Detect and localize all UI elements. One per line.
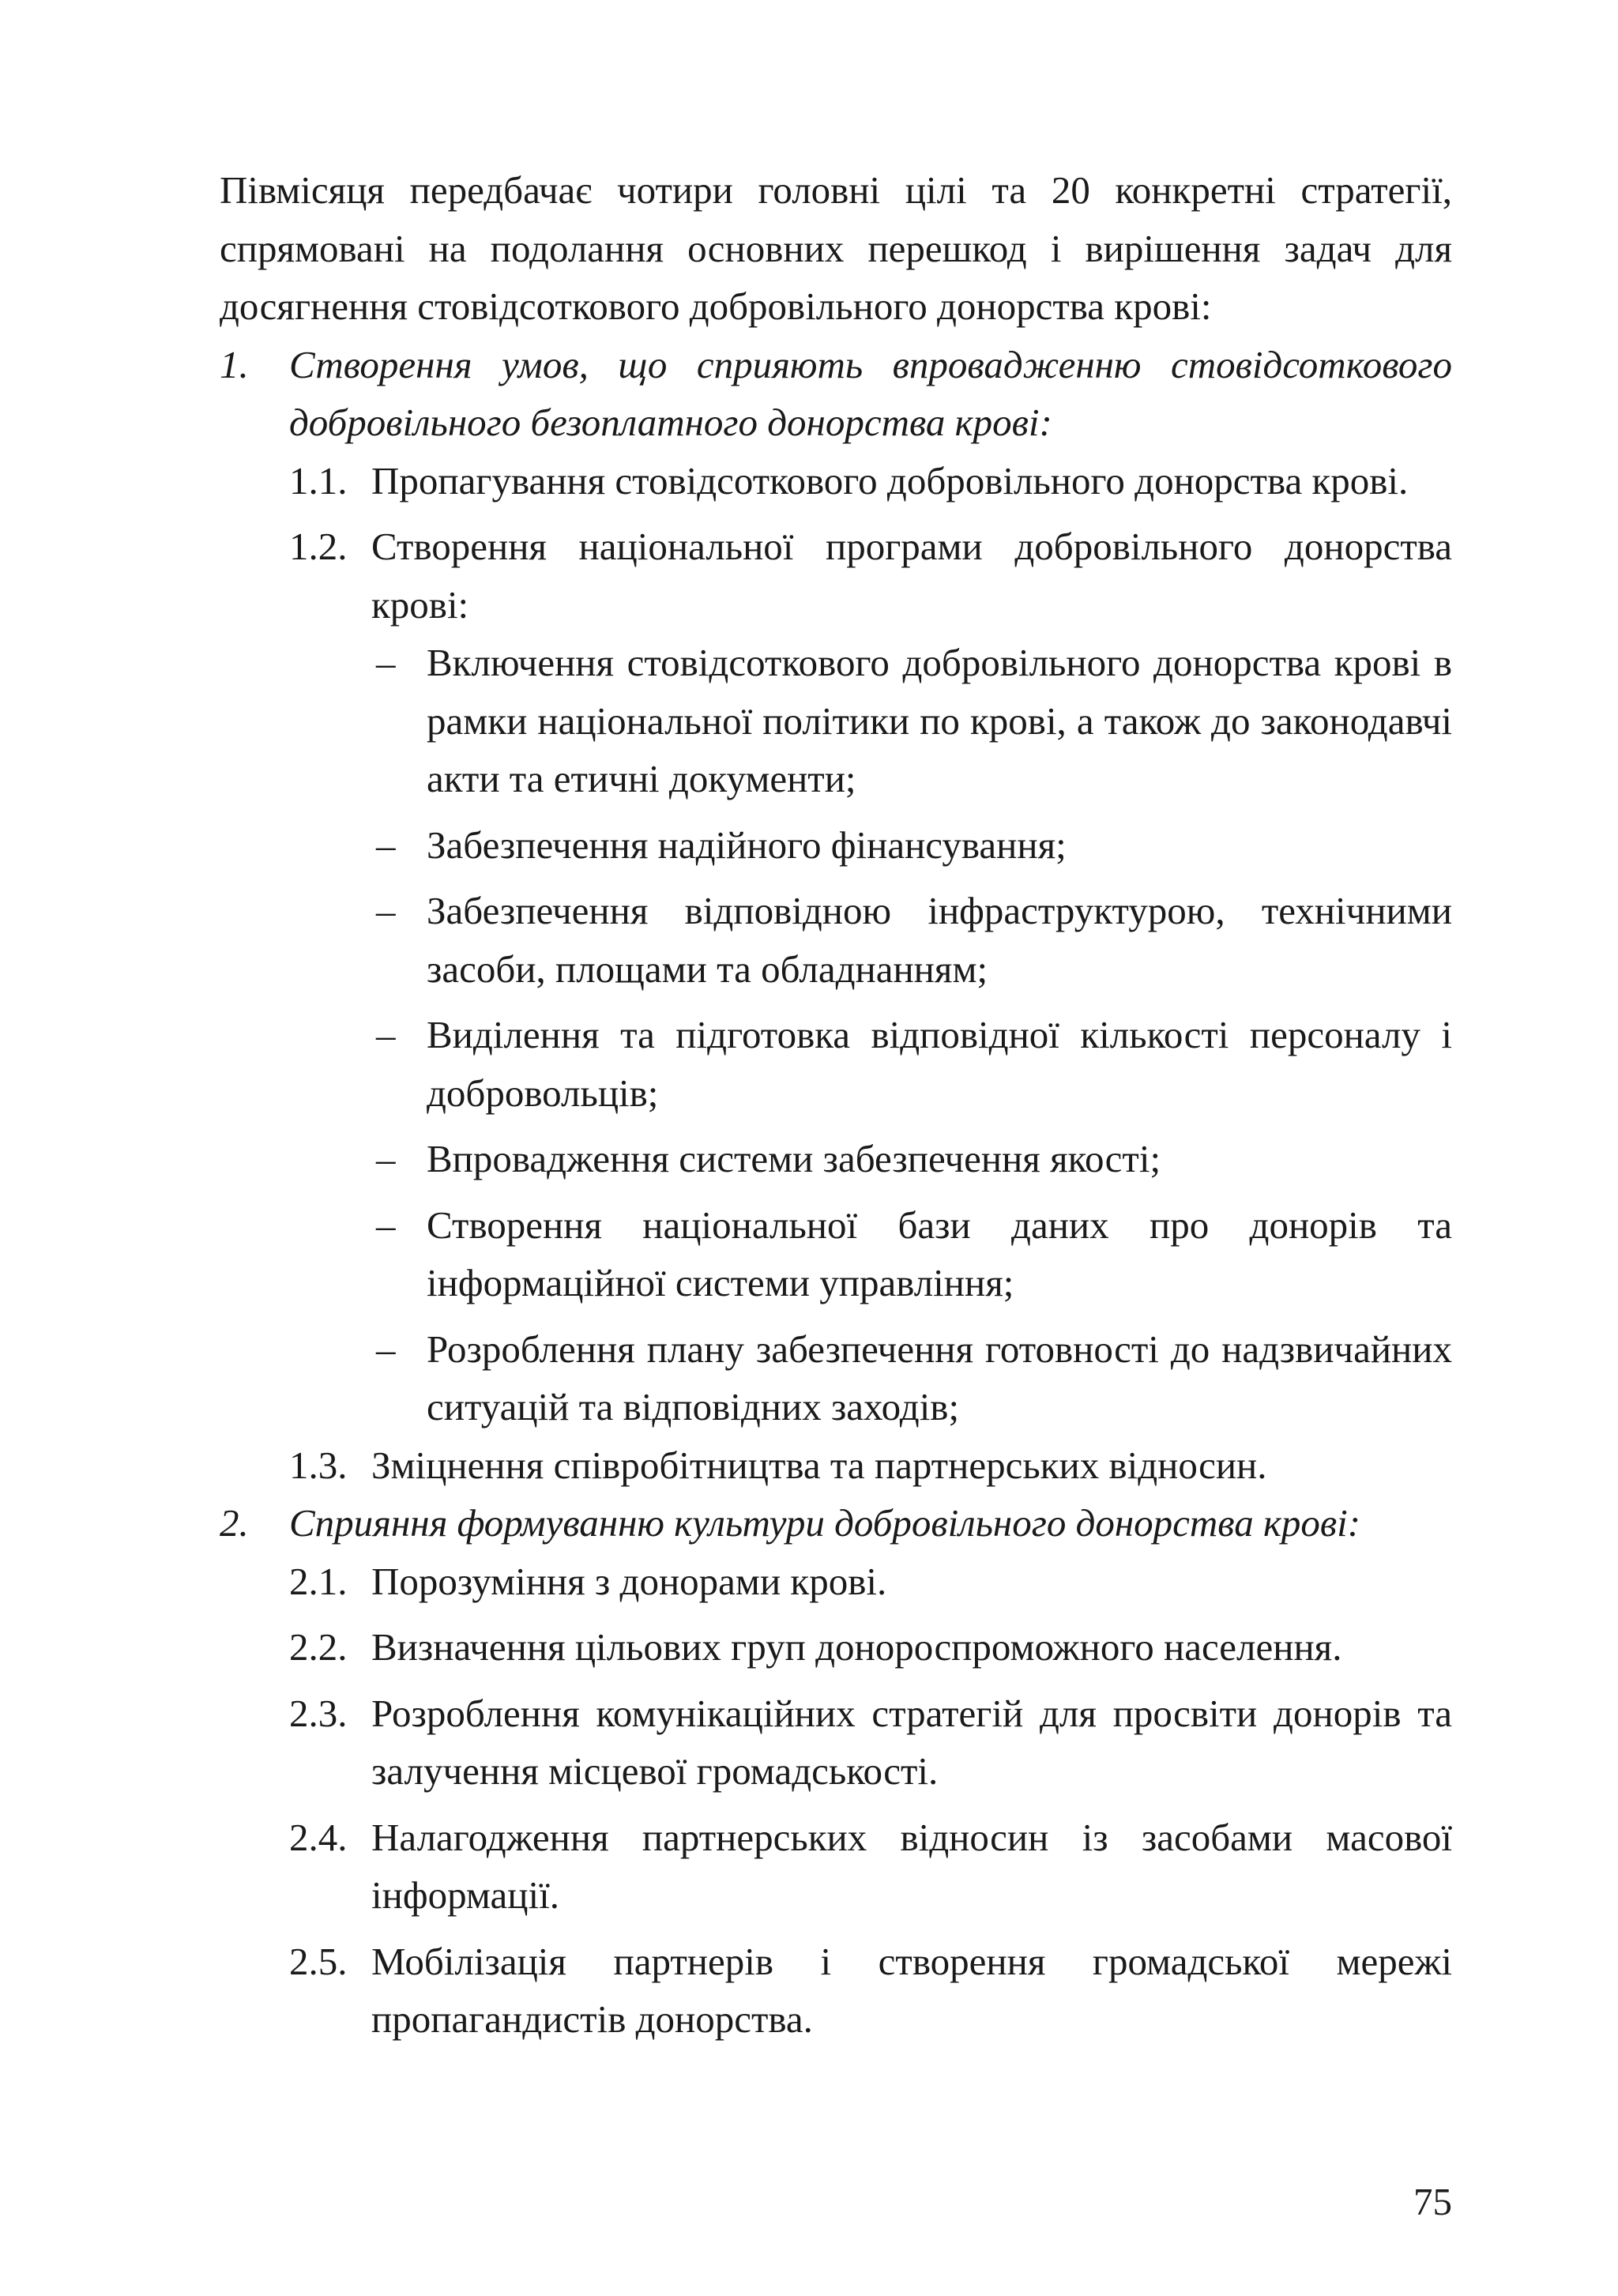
sub-item-text: Забезпечення надійного фінансування; — [427, 822, 1067, 867]
strategy-1-2-text: Створення національної програми добровільного донорства крові: — [371, 525, 1452, 627]
strategy-2-1 — [220, 1553, 1452, 1611]
strategy-2-4-number: 2.4. — [289, 1815, 348, 1859]
intro-paragraph: Півмісяця передбачає чотири головні цілі та 20 конкретні стратегії, спрямовані на подолання основних перешкод і вирішення задач для досягнення стовідсоткового добровільного донорства крові: — [220, 168, 1452, 328]
strategy-2-2-text: Визначення цільових груп донороспроможного населення. — [371, 1625, 1342, 1669]
sub-item-text: Створення національної бази даних про донорів та інформаційної системи управління; — [427, 1203, 1452, 1304]
dash-marker: – — [376, 822, 396, 867]
dash-marker: – — [376, 1137, 396, 1180]
strategy-2-2-number: 2.2. — [289, 1625, 348, 1669]
dash-marker: – — [376, 1013, 396, 1056]
sub-item-text: Впровадження системи забезпечення якості; — [427, 1137, 1161, 1180]
strategy-2-1-number: 2.1. — [289, 1559, 348, 1603]
dash-marker: – — [376, 889, 396, 932]
dash-marker: – — [376, 641, 396, 684]
sub-item-text: Розроблення плану забезпечення готовності до надзвичайних ситуацій та відповідних заходів; — [427, 1327, 1452, 1428]
sub-item — [220, 1196, 1452, 1312]
strategy-2-4-text: Налагодження партнерських відносин із засобами масової інформації. — [371, 1815, 1452, 1917]
dash-marker: – — [376, 1203, 396, 1247]
strategy-1-1-number: 1.1. — [289, 458, 348, 502]
sub-item — [220, 882, 1452, 998]
sub-item — [220, 1320, 1452, 1436]
strategy-2-5-number: 2.5. — [289, 1939, 348, 1983]
strategy-2-5 — [220, 1933, 1452, 2049]
strategy-2-5-text: Мобілізація партнерів і створення громадської мережі пропагандистів донорства. — [371, 1939, 1452, 2041]
goal-1-number: 1. — [220, 342, 249, 386]
strategy-2-1-text: Порозуміння з донорами крові. — [371, 1559, 887, 1603]
strategy-1-1 — [220, 452, 1452, 510]
strategy-1-3-number: 1.3. — [289, 1443, 348, 1487]
goal-1-text: Створення умов, що сприяють впровадженню стовідсоткового добровільного безоплатного донорства крові: — [289, 342, 1452, 444]
goal-2 — [220, 1494, 1452, 1553]
strategy-1-3 — [220, 1436, 1452, 1495]
strategy-2-3 — [220, 1684, 1452, 1801]
page-content — [220, 161, 1452, 2049]
strategy-2-2 — [220, 1618, 1452, 1677]
sub-item — [220, 634, 1452, 808]
strategy-2-4 — [220, 1809, 1452, 1925]
strategy-2-3-text: Розроблення комунікаційних стратегій для просвіти донорів та залучення місцевої громадськості. — [371, 1691, 1452, 1793]
sub-item-text: Забезпечення відповідною інфраструктурою, технічними засоби, площами та обладнанням; — [427, 889, 1452, 991]
strategy-2-3-number: 2.3. — [289, 1691, 348, 1735]
strategy-1-2-number: 1.2. — [289, 525, 348, 568]
strategy-1-2 — [220, 518, 1452, 634]
strategy-1-1-text: Пропагування стовідсоткового добровільного донорства крові. — [371, 458, 1409, 502]
sub-item-text: Включення стовідсоткового добровільного донорства крові в рамки національної політики по крові, а також до законодавчі акти та етичні документи; — [427, 641, 1452, 800]
sub-item — [220, 816, 1452, 875]
sub-item — [220, 1130, 1452, 1188]
goal-1 — [220, 336, 1452, 452]
goal-2-number: 2. — [220, 1501, 249, 1545]
goal-2-text: Сприяння формуванню культури добровільного донорства крові: — [289, 1501, 1361, 1545]
sub-item — [220, 1006, 1452, 1122]
page-number: 75 — [1413, 2180, 1452, 2223]
strategy-1-3-text: Зміцнення співробітництва та партнерських відносин. — [371, 1443, 1267, 1487]
dash-marker: – — [376, 1327, 396, 1371]
sub-item-text: Виділення та підготовка відповідної кількості персоналу і добровольців; — [427, 1013, 1452, 1115]
